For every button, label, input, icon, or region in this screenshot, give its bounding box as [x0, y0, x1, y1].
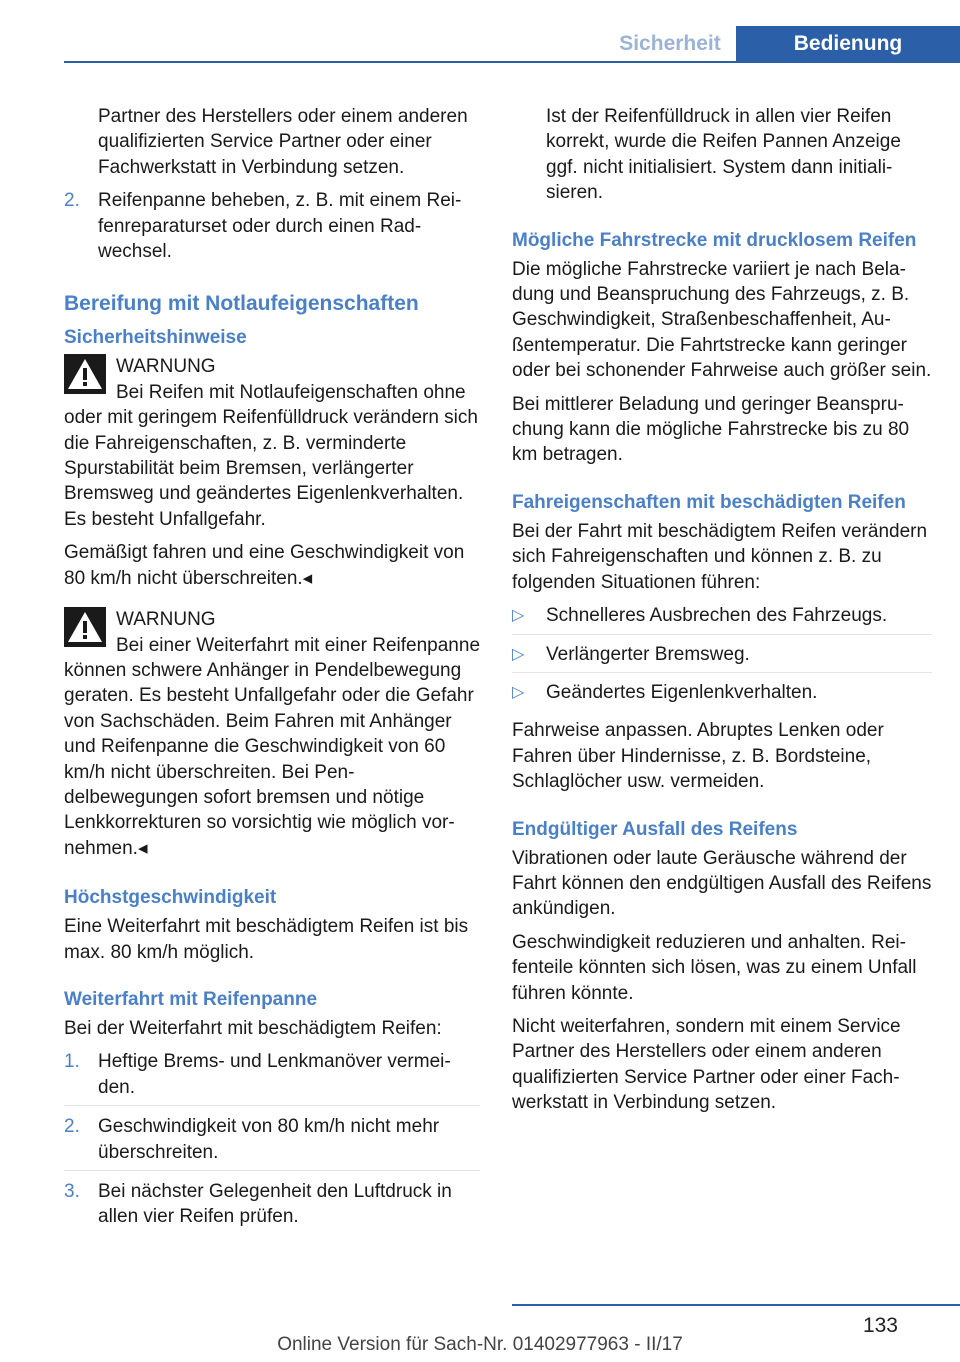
chapter-header — [0, 0, 960, 62]
intro-continuation: Partner des Herstellers oder einem anderen qualifizierten Service Partner oder einer Fachwerkstatt in Verbindung setzen. — [98, 106, 468, 178]
list-item — [64, 188, 480, 264]
continue-heading: Weiterfahrt mit Reifenpanne — [64, 988, 318, 1010]
left-column — [64, 104, 480, 1243]
list-item-text: Verlängerter Bremsweg. — [546, 643, 750, 665]
tab-sicherheit[interactable]: Sicherheit — [604, 26, 736, 62]
right-continuation: Ist der Reifenfülldruck in allen vier Reifen korrekt, wurde die Reifen Pannen Anzeige ggf. nicht initialisiert. System dann initialisieren. — [546, 106, 901, 204]
warning-text: Bei einer Weiterfahrt mit einer Reifenpanne können schwere Anhänger in Pendelbewegung geraten. Es besteht Unfallgefahr oder die Gefahr von Sachschäden. Beim Fahren mit Anhänger und Reifenpanne die Geschwindigkeit von 60 km/h nicht überschreiten. Bei Pendelbewegungen sofort bremsen und nötige Lenkkorrekturen so vorsichtig wie möglich vornehmen.◂ — [64, 634, 481, 859]
right-column — [512, 104, 932, 1124]
list-item-text: Geschwindigkeit von 80 km/h nicht mehr überschreiten. — [98, 1116, 440, 1163]
list-item-text: Bei nächster Gelegenheit den Luftdruck in allen vier Reifen prüfen. — [98, 1181, 452, 1228]
list-item-text: Heftige Brems- und Lenkmanöver vermeiden. — [98, 1051, 451, 1098]
list-number: 2. — [64, 1116, 80, 1138]
list-item — [512, 680, 932, 710]
list-item — [64, 1049, 480, 1106]
max-speed-text: Eine Weiterfahrt mit beschädigtem Reifen ist bis max. 80 km/h möglich. — [64, 916, 469, 963]
list-number: 3. — [64, 1181, 80, 1202]
continue-text: Bei der Weiterfahrt mit beschädigtem Reifen: — [64, 1017, 442, 1039]
steps-list — [64, 1049, 480, 1234]
online-version-footer: Online Version für Sach-Nr. 01402977963 - II/17 — [277, 1334, 683, 1355]
distance-text: Bei mittlerer Beladung und geringer Beanspruchung kann die mögliche Fahrstrecke bis zu 80 km betragen. — [512, 393, 910, 466]
tab-bedienung[interactable]: Bedienung — [736, 26, 960, 62]
max-speed-heading: Höchstgeschwindigkeit — [64, 887, 277, 909]
list-number: 2. — [64, 190, 80, 212]
warning-block — [64, 607, 480, 861]
handling-text: Bei der Fahrt mit beschädigtem Reifen verändern sich Fahreigenschaften und können z. B. zu folgenden Situationen führen: — [512, 520, 928, 593]
footer-divider — [512, 1304, 960, 1306]
list-item — [64, 1114, 480, 1171]
warning-text: Bei Reifen mit Notlaufeigenschaften ohne oder mit geringem Reifenfülldruck verändern sich die Fahreigenschaften, z. B. verminderte Spurstabilität beim Bremsen, verlängerter Bremsweg und geändertes Eigenlenkverhalten. Es besteht Unfallgefahr. — [64, 381, 478, 530]
warning-title: WARNUNG — [116, 609, 216, 631]
warning-block — [64, 354, 480, 532]
page-number: 133 — [862, 1314, 898, 1337]
warning-title: WARNUNG — [116, 356, 216, 378]
warning-triangle-icon — [64, 354, 106, 394]
consequences-list — [512, 603, 932, 710]
failure-text: Vibrationen oder laute Geräusche während der Fahrt können den endgültigen Ausfall des Reifens ankündigen. — [512, 847, 932, 920]
warning-triangle-icon — [64, 607, 106, 647]
list-item-text: Schnelleres Ausbrechen des Fahrzeugs. — [546, 605, 888, 627]
triangle-bullet-icon: ▷ — [512, 607, 525, 625]
triangle-bullet-icon: ▷ — [512, 645, 525, 663]
handling-heading: Fahreigenschaften mit beschädigten Reifen — [512, 491, 906, 513]
failure-text: Nicht weiterfahren, sondern mit einem Service Partner des Herstellers oder einem anderen qualifizierten Service Partner oder einer Fachwerkstatt in Verbindung setzen. — [512, 1015, 901, 1114]
triangle-bullet-icon: ▷ — [512, 683, 525, 701]
header-divider — [64, 61, 960, 63]
list-item-text: Reifenpanne beheben, z. B. mit einem Reifenreparaturset oder durch einen Radwechsel. — [98, 190, 462, 263]
list-item — [64, 1179, 480, 1235]
failure-text: Geschwindigkeit reduzieren und anhalten. Reifenteile könnten sich lösen, was zu einem Unfall führen könnte. — [512, 931, 917, 1004]
list-number: 1. — [64, 1051, 80, 1073]
safety-heading: Sicherheitshinweise — [64, 327, 247, 349]
section-title: Bereifung mit Notlaufeigenschaften — [64, 292, 419, 316]
list-item — [512, 603, 932, 634]
distance-text: Die mögliche Fahrstrecke variiert je nach Beladung und Beanspruchung des Fahrzeugs, z. B. Geschwindigkeit, Straßenbeschaffenheit, Außentemperatur. Die Fahrtstrecke kann geringer oder bei schonender Fahrweise auch größer sein. — [512, 258, 932, 382]
failure-heading: Endgültiger Ausfall des Reifens — [512, 818, 798, 840]
list-item — [512, 642, 932, 673]
distance-heading: Mögliche Fahrstrecke mit drucklosem Reifen — [512, 229, 917, 251]
list-item-text: Geändertes Eigenlenkverhalten. — [546, 681, 818, 703]
warning-action: Gemäßigt fahren und eine Geschwindigkeit von 80 km/h nicht überschreiten.◂ — [64, 542, 465, 589]
handling-action: Fahrweise anpassen. Abruptes Lenken oder Fahren über Hindernisse, z. B. Bordsteine, Schlaglöcher usw. vermeiden. — [512, 720, 884, 793]
